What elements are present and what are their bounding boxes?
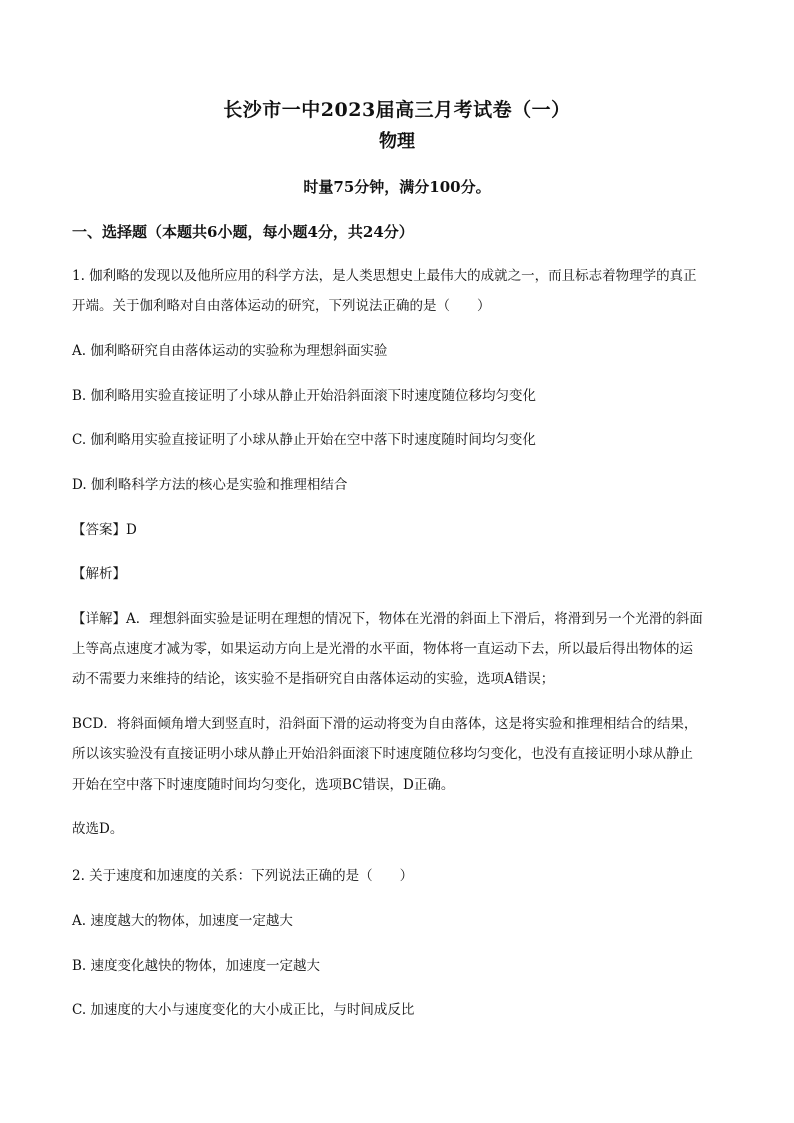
section-heading: 一、选择题（本题共6小题，每小题4分，共24分） <box>72 223 414 241</box>
q2-option-a: A. 速度越大的物体，加速度一定越大 <box>72 913 293 929</box>
answer-value: D <box>126 522 137 538</box>
q1-conclusion: 故选D。 <box>72 821 124 837</box>
q1-answer <box>72 516 727 545</box>
q1-detail-line6: 开始在空中落下时速度随时间均匀变化，选项BC错误，D正确。 <box>72 777 455 793</box>
q1-detail-line2: 上等高点速度才减为零，如果运动方向上是光滑的水平面，物体将一直运动下去，所以最后得出物体的运 <box>72 641 693 657</box>
answer-tag: 【答案】 <box>72 522 126 538</box>
q2-option-c: C. 加速度的大小与速度变化的大小成正比，与时间成反比 <box>72 1002 415 1018</box>
q1-option-c: C. 伽利略用实验直接证明了小球从静止开始在空中落下时速度随时间均匀变化 <box>72 432 536 448</box>
q2-option-b: B. 速度变化越快的物体，加速度一定越大 <box>72 958 321 974</box>
q1-stem-line2: 开端。关于伽利略对自由落体运动的研究，下列说法正确的是（ ） <box>72 298 491 314</box>
q1-detail-line1: 【详解】A．理想斜面实验是证明在理想的情况下，物体在光滑的斜面上下滑后，将滑到另一个光滑的斜面 <box>72 611 703 627</box>
q1-detail-line4: BCD．将斜面倾角增大到竖直时，沿斜面下滑的运动将变为自由落体，这是将实验和推理相结合的结果， <box>72 716 698 732</box>
q1-option-b: B. 伽利略用实验直接证明了小球从静止开始沿斜面滚下时速度随位移均匀变化 <box>72 388 537 404</box>
analysis-tag: 【解析】 <box>72 566 126 582</box>
q1-stem-line1: 1. 伽利略的发现以及他所应用的科学方法，是人类思想史上最伟大的成就之一，而且标志着物理学的真正 <box>72 268 697 284</box>
subject-title: 物理 <box>379 131 415 152</box>
q1-option-a: A. 伽利略研究自由落体运动的实验称为理想斜面实验 <box>72 343 388 359</box>
q1-option-d: D. 伽利略科学方法的核心是实验和推理相结合 <box>72 477 348 493</box>
q1-detail-line5: 所以该实验没有直接证明小球从静止开始沿斜面滚下时速度随位移均匀变化，也没有直接证明小球从静止 <box>72 746 693 762</box>
q2-stem: 2. 关于速度和加速度的关系：下列说法正确的是（ ） <box>72 868 414 884</box>
time-info: 时量75分钟，满分100分。 <box>303 178 491 196</box>
q1-detail-line3: 动不需要力来维持的结论，该实验不是指研究自由落体运动的实验，选项A错误； <box>72 671 555 687</box>
exam-title: 长沙市一中2023届高三月考试卷（一） <box>223 99 571 121</box>
